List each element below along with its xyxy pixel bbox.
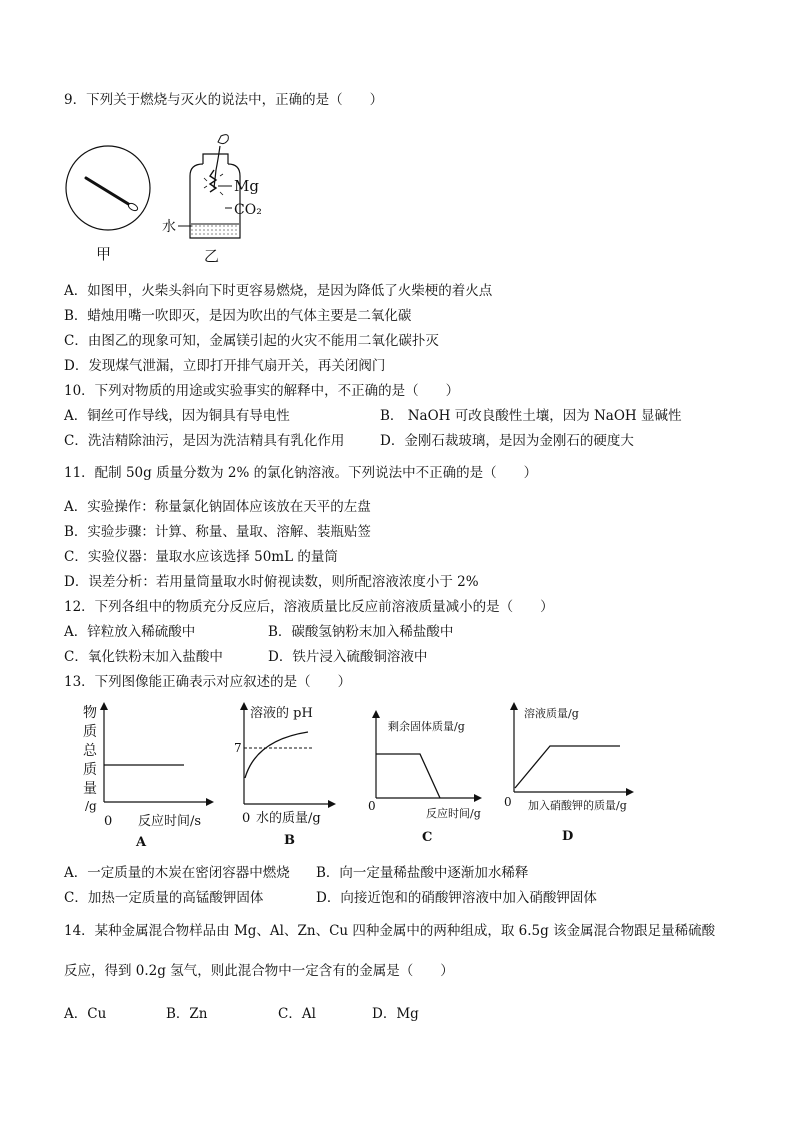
q9-option-a: A．如图甲，火柴头斜向下时更容易燃烧，是因为降低了火柴梗的着火点 [64,283,493,299]
q11-option-c: C．实验仪器：量取水应该选择 50mL 的量筒 [64,549,338,565]
chart-a-origin: 0 [104,814,113,829]
label-mg: Mg [234,177,259,195]
q12-option-b: B．碳酸氢钠粉末加入稀盐酸中 [268,624,454,640]
q10-stem: 10．下列对物质的用途或实验事实的解释中，不正确的是（ ） [64,383,460,399]
chart-b [236,700,346,850]
q10-option-a: A．铜丝可作导线，因为铜具有导电性 [64,408,290,424]
chart-a-ylabel-5: 量 [83,781,97,797]
mg-co2-jar-figure-yi [162,135,262,265]
chart-d-origin: 0 [504,795,512,809]
chart-a-ylabel-4: 质 [83,762,97,778]
chart-a-letter: A [136,835,147,850]
chart-b-curve [245,732,308,778]
q9-stem: 9．下列关于燃烧与灭火的说法中，正确的是（ ） [64,92,384,108]
chart-c-origin: 0 [368,799,376,813]
q14-stem-line-2: 反应，得到 0.2g 氢气，则此混合物中一定含有的金属是（ ） [64,963,454,979]
match-figure-jia [66,146,150,263]
q11-stem: 11．配制 50g 质量分数为 2% 的氯化钠溶液。下列说法中不正确的是（ ） [64,465,538,481]
q13-option-c: C．加热一定质量的高锰酸钾固体 [64,890,264,906]
label-co2: CO₂ [234,202,262,218]
chart-c-ylabel: 剩余固体质量/g [388,720,465,733]
chart-b-ylabel: 溶液的 pH [250,706,313,721]
q14-stem-line-1: 14．某种金属混合物样品由 Mg、Al、Zn、Cu 四种金属中的两种组成，取 6.5g 该金属混合物跟足量稀硫酸 [64,923,716,939]
chart-d [502,700,648,850]
chart-d-ylabel: 溶液质量/g [524,707,579,720]
chart-d-line [515,746,620,788]
chart-a-ylabel-unit: /g [85,799,97,813]
q13-option-b: B．向一定量稀盐酸中逐渐加水稀释 [316,865,529,881]
q11-option-d: D．误差分析：若用量筒量取水时俯视读数，则所配溶液浓度小于 2% [64,574,479,590]
chart-c-letter: C [422,830,433,845]
q10-option-b: B． NaOH 可改良酸性土壤，因为 NaOH 显碱性 [380,408,682,424]
chart-b-origin: 0 [242,811,251,826]
chart-c [366,706,492,851]
q14-option-c: C．Al [278,1006,316,1022]
q9-figure [60,126,300,266]
fig-label-jia: 甲 [96,245,112,263]
q9-option-c: C．由图乙的现象可知，金属镁引起的火灾不能用二氧化碳扑灭 [64,333,439,349]
q14-option-d: D．Mg [372,1006,419,1022]
chart-b-xlabel: 水的质量/g [256,811,321,826]
q13-option-a: A．一定质量的木炭在密闭容器中燃烧 [64,865,290,881]
chart-a [78,700,218,850]
q14-option-b: B．Zn [166,1006,208,1022]
q11-option-a: A．实验操作：称量氯化钠固体应该放在天平的左盘 [64,499,371,515]
q10-option-d: D．金刚石裁玻璃，是因为金刚石的硬度大 [380,433,634,449]
q14-option-a: A．Cu [64,1006,107,1022]
q9-option-b: B．蜡烛用嘴一吹即灭，是因为吹出的气体主要是二氧化碳 [64,308,412,324]
chart-c-line [376,754,440,798]
chart-a-ylabel-3: 总 [83,743,97,759]
chart-b-letter: B [284,833,295,848]
chart-d-letter: D [562,829,574,844]
q12-option-c: C．氧化铁粉末加入盐酸中 [64,649,223,665]
chart-a-ylabel-1: 物 [83,705,97,721]
chart-a-ylabel-2: 质 [83,724,97,740]
q12-stem: 12．下列各组中的物质充分反应后，溶液质量比反应前溶液质量减小的是（ ） [64,599,554,615]
q11-option-b: B．实验步骤：计算、称量、量取、溶解、装瓶贴签 [64,524,371,540]
chart-d-xlabel: 加入硝酸钾的质量/g [528,799,627,812]
chart-c-xlabel: 反应时间/g [426,807,481,820]
chart-b-tick-7: 7 [234,741,242,755]
chart-a-x-arrow [206,798,214,806]
q13-option-d: D．向接近饱和的硝酸钾溶液中加入硝酸钾固体 [316,890,597,906]
chart-c-x-arrow [474,794,482,802]
chart-b-y-arrow [240,702,248,710]
q12-option-a: A．锌粒放入稀硫酸中 [64,624,196,640]
chart-c-y-arrow [372,710,380,718]
chart-a-y-arrow [100,702,108,710]
q9-option-d: D．发现煤气泄漏，立即打开排气扇开关，再关闭阀门 [64,358,386,374]
chart-b-x-arrow [328,800,336,808]
chart-d-x-arrow [626,788,634,796]
q10-option-c: C．洗洁精除油污，是因为洗洁精具有乳化作用 [64,433,345,449]
chart-d-y-arrow [510,702,518,710]
q12-option-d: D．铁片浸入硫酸铜溶液中 [268,649,428,665]
fig-label-yi: 乙 [204,247,220,265]
chart-a-xlabel: 反应时间/s [138,814,202,829]
label-water: 水 [162,219,176,235]
q13-stem: 13．下列图像能正确表示对应叙述的是（ ） [64,674,352,690]
